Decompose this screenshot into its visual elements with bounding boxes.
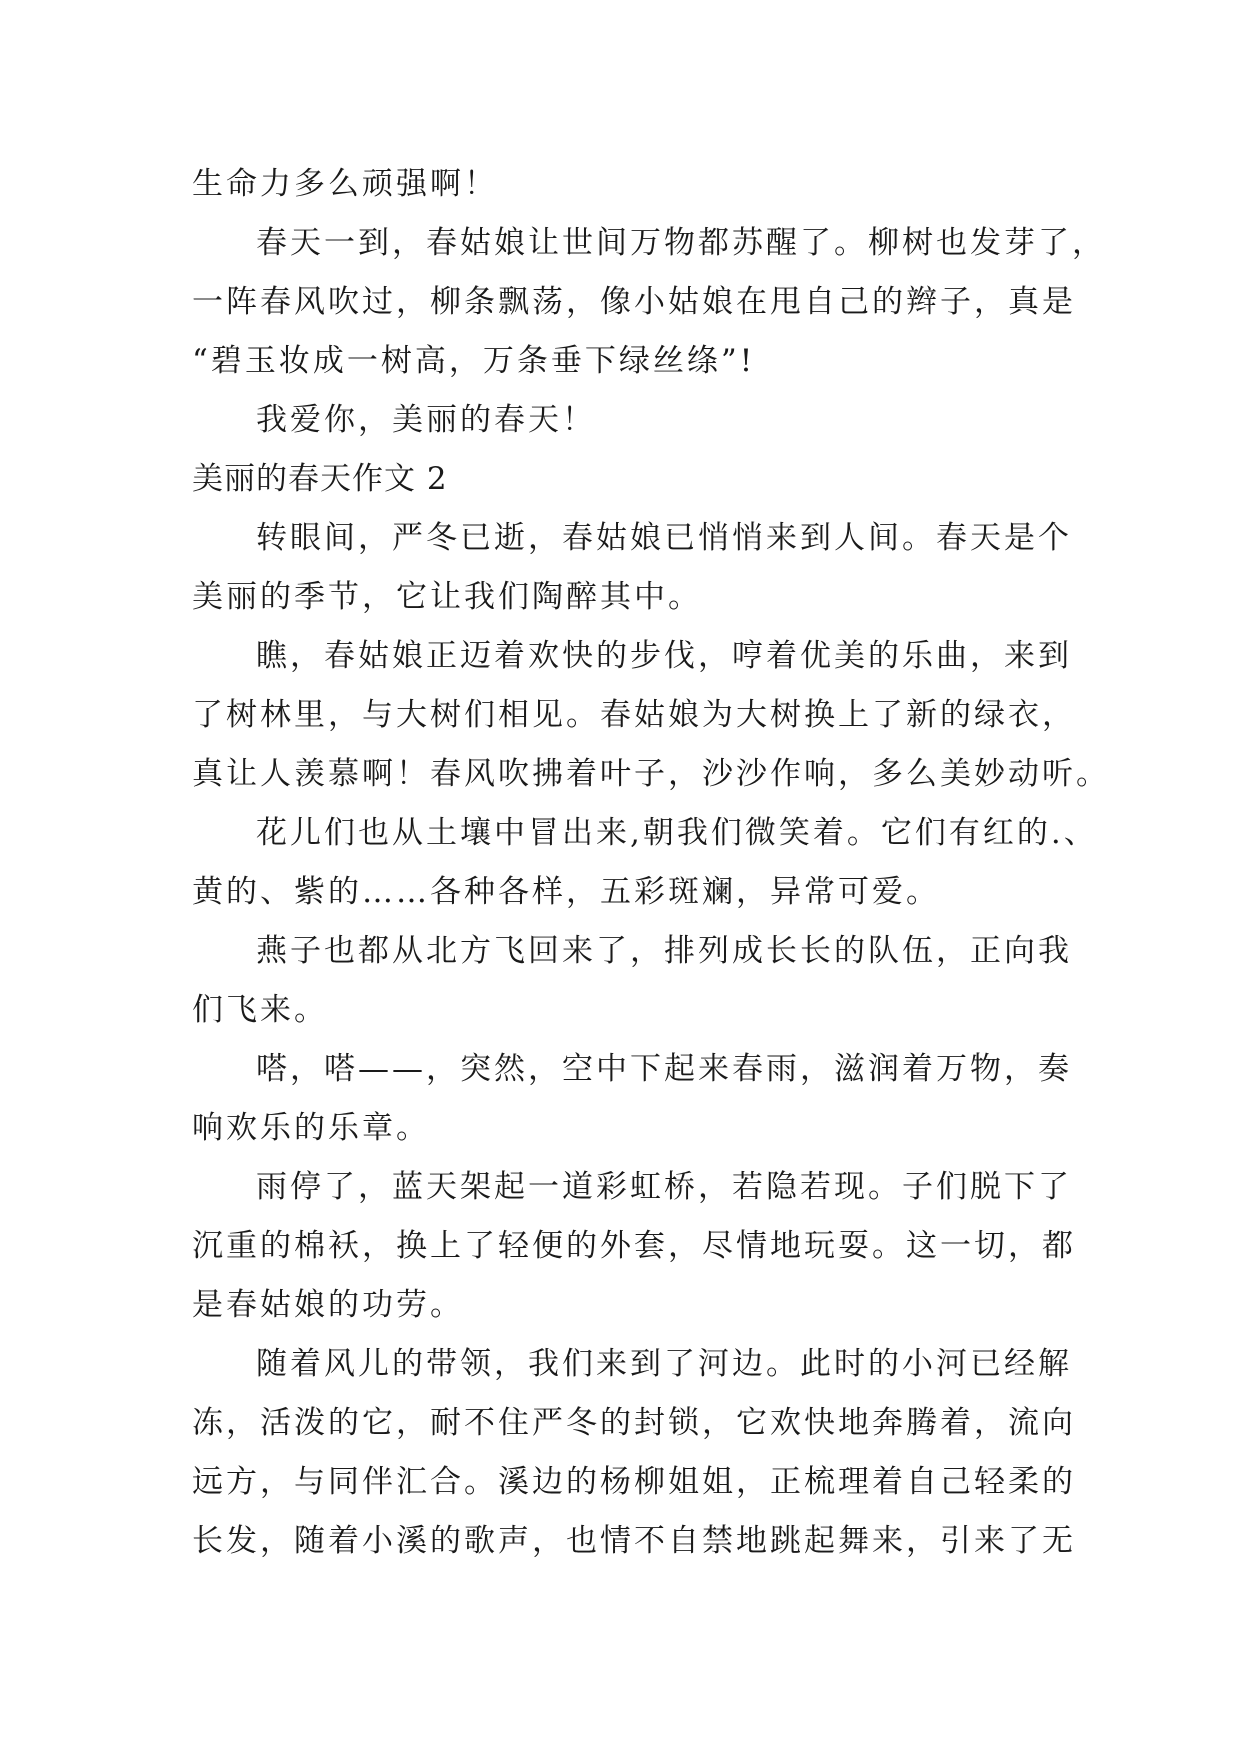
paragraph-start-line: 瞧，春姑娘正迈着欢快的步伐，哼着优美的乐曲，来到 [256, 638, 1072, 674]
text-line: 黄的、紫的……各种各样，五彩斑斓，异常可爱。 [192, 874, 940, 910]
paragraph-start-line: 随着风儿的带领，我们来到了河边。此时的小河已经解 [256, 1346, 1072, 1382]
paragraph-start-line: 春天一到，春姑娘让世间万物都苏醒了。柳树也发芽了， [256, 225, 1106, 261]
paragraph-start-line: 燕子也都从北方飞回来了，排列成长长的队伍，正向我 [256, 933, 1072, 969]
section-heading: 美丽的春天作文 2 [192, 461, 448, 497]
text-line: 冻，活泼的它，耐不住严冬的封锁，它欢快地奔腾着，流向 [192, 1405, 1076, 1441]
text-line: “碧玉妆成一树高，万条垂下绿丝绦”! [192, 343, 756, 379]
paragraph-start-line: 我爱你，美丽的春天！ [256, 402, 596, 438]
text-line: 是春姑娘的功劳。 [192, 1287, 464, 1323]
text-line: 沉重的棉袄，换上了轻便的外套，尽情地玩耍。这一切，都 [192, 1228, 1076, 1264]
text-line: 生命力多么顽强啊！ [192, 166, 498, 202]
paragraph-start-line: 雨停了，蓝天架起一道彩虹桥，若隐若现。子们脱下了 [256, 1169, 1072, 1205]
paragraph-start-line: 转眼间，严冬已逝，春姑娘已悄悄来到人间。春天是个 [256, 520, 1072, 556]
text-line: 了树林里，与大树们相见。春姑娘为大树换上了新的绿衣， [192, 697, 1076, 733]
text-line: 长发，随着小溪的歌声，也情不自禁地跳起舞来，引来了无 [192, 1523, 1076, 1559]
text-line: 美丽的季节，它让我们陶醉其中。 [192, 579, 702, 615]
paragraph-start-line: 嗒，嗒——，突然，空中下起来春雨，滋润着万物，奏 [256, 1051, 1072, 1087]
text-line: 响欢乐的乐章。 [192, 1110, 430, 1146]
text-line: 远方，与同伴汇合。溪边的杨柳姐姐，正梳理着自己轻柔的 [192, 1464, 1076, 1500]
text-line: 一阵春风吹过，柳条飘荡，像小姑娘在甩自己的辫子，真是 [192, 284, 1076, 320]
text-line: 们飞来。 [192, 992, 328, 1028]
paragraph-start-line: 花儿们也从土壤中冒出来,朝我们微笑着。它们有红的.、 [256, 815, 1098, 851]
text-line: 真让人羡慕啊！春风吹拂着叶子，沙沙作响，多么美妙动听。 [192, 756, 1110, 792]
